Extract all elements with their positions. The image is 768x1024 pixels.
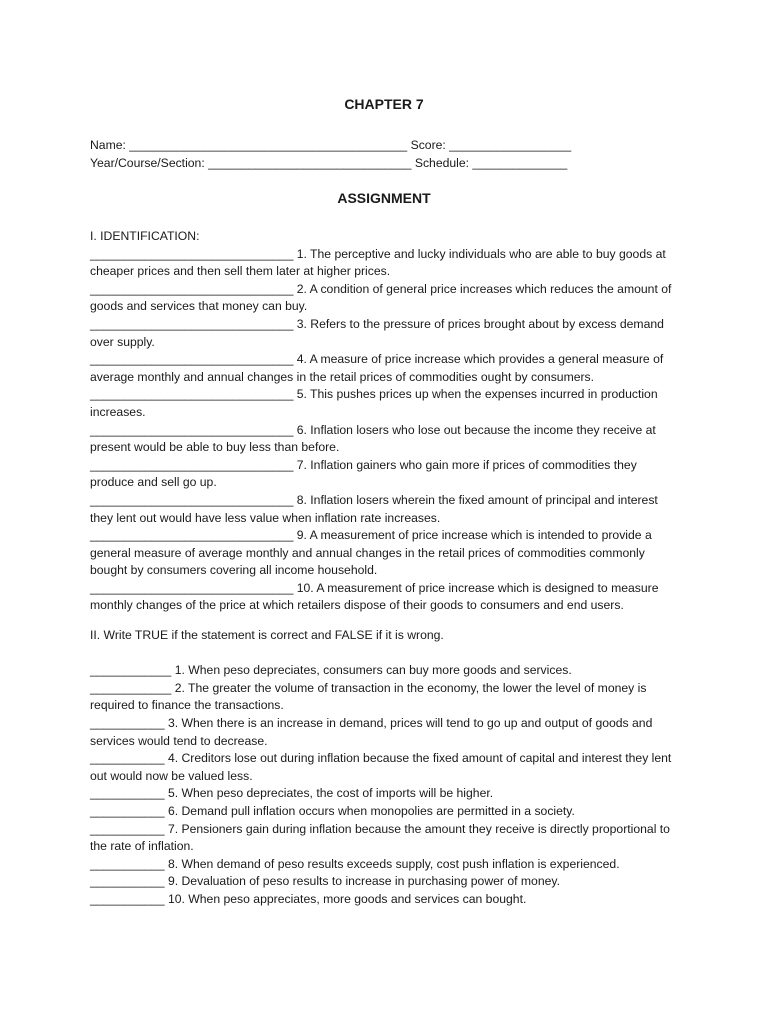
- identification-item: ______________________________ 10. A measurement of price increase which is designed to measure monthly changes of the price at which retailers dispose of their goods to consumers and end users.: [90, 580, 659, 613]
- course-schedule-line: Year/Course/Section: ______________________________ Schedule: ______________: [90, 155, 568, 170]
- identification-heading: I. IDENTIFICATION:: [90, 229, 200, 243]
- true-false-item: ___________ 10. When peso appreciates, more goods and services can bought.: [90, 891, 527, 906]
- name-score-line: Name: _________________________________________ Score: __________________: [90, 138, 572, 152]
- true-false-item: ___________ 3. When there is an increase in demand, prices will tend to go up and output of goods and services would tend to decrease.: [90, 715, 653, 748]
- identification-item: ______________________________ 1. The perceptive and lucky individuals who are able to buy goods at cheaper prices and then sell them later at higher prices.: [90, 246, 666, 279]
- true-false-item: ___________ 4. Creditors lose out during inflation because the fixed amount of capital and interest they lent out would now be valued less.: [90, 751, 672, 783]
- true-false-item: ___________ 9. Devaluation of peso results to increase in purchasing power of money.: [90, 874, 560, 889]
- true-false-item: ____________ 1. When peso depreciates, consumers can buy more goods and services.: [90, 663, 572, 678]
- identification-section: [90, 228, 682, 615]
- assignment-title: ASSIGNMENT: [337, 190, 431, 206]
- true-false-item: ___________ 7. Pensioners gain during inflation because the amount they receive is directly proportional to the rate of inflation.: [90, 821, 670, 854]
- identification-item: ______________________________ 8. Inflation losers wherein the fixed amount of principal and interest they lent out would have less value when inflation rate increases.: [90, 492, 658, 525]
- identification-item: ______________________________ 3. Refers to the pressure of prices brought about by excess demand over supply.: [90, 316, 664, 349]
- true-false-heading: II. Write TRUE if the statement is correct and FALSE if it is wrong.: [90, 628, 444, 642]
- student-info-header: [90, 137, 682, 172]
- true-false-item: ___________ 8. When demand of peso results exceeds supply, cost push inflation is experienced.: [90, 856, 620, 871]
- identification-item: ______________________________ 7. Inflation gainers who gain more if prices of commodities they produce and sell go up.: [90, 457, 637, 490]
- true-false-item: ___________ 5. When peso depreciates, the cost of imports will be higher.: [90, 786, 494, 801]
- identification-item: ______________________________ 6. Inflation losers who lose out because the income they receive at present would be able to buy less than before.: [90, 422, 656, 455]
- identification-item: ______________________________ 9. A measurement of price increase which is intended to provide a general measure of average monthly and annual changes in the retail prices of commodities commonly bought by consumers covering all income household.: [90, 528, 652, 578]
- chapter-title: CHAPTER 7: [344, 96, 424, 112]
- identification-item: ______________________________ 4. A measure of price increase which provides a general measure of average monthly and annual changes in the retail prices of commodities ought by consumers.: [90, 352, 664, 384]
- identification-item: ______________________________ 5. This pushes prices up when the expenses incurred in production increases.: [90, 387, 658, 419]
- identification-item: ______________________________ 2. A condition of general price increases which reduces the amount of goods and services that money can buy.: [90, 281, 672, 314]
- true-false-item: ___________ 6. Demand pull inflation occurs when monopolies are permitted in a society.: [90, 803, 575, 818]
- true-false-item: ____________ 2. The greater the volume of transaction in the economy, the lower the level of money is required to finance the transactions.: [90, 680, 647, 713]
- true-false-section: [90, 627, 682, 909]
- spacer: [90, 645, 682, 663]
